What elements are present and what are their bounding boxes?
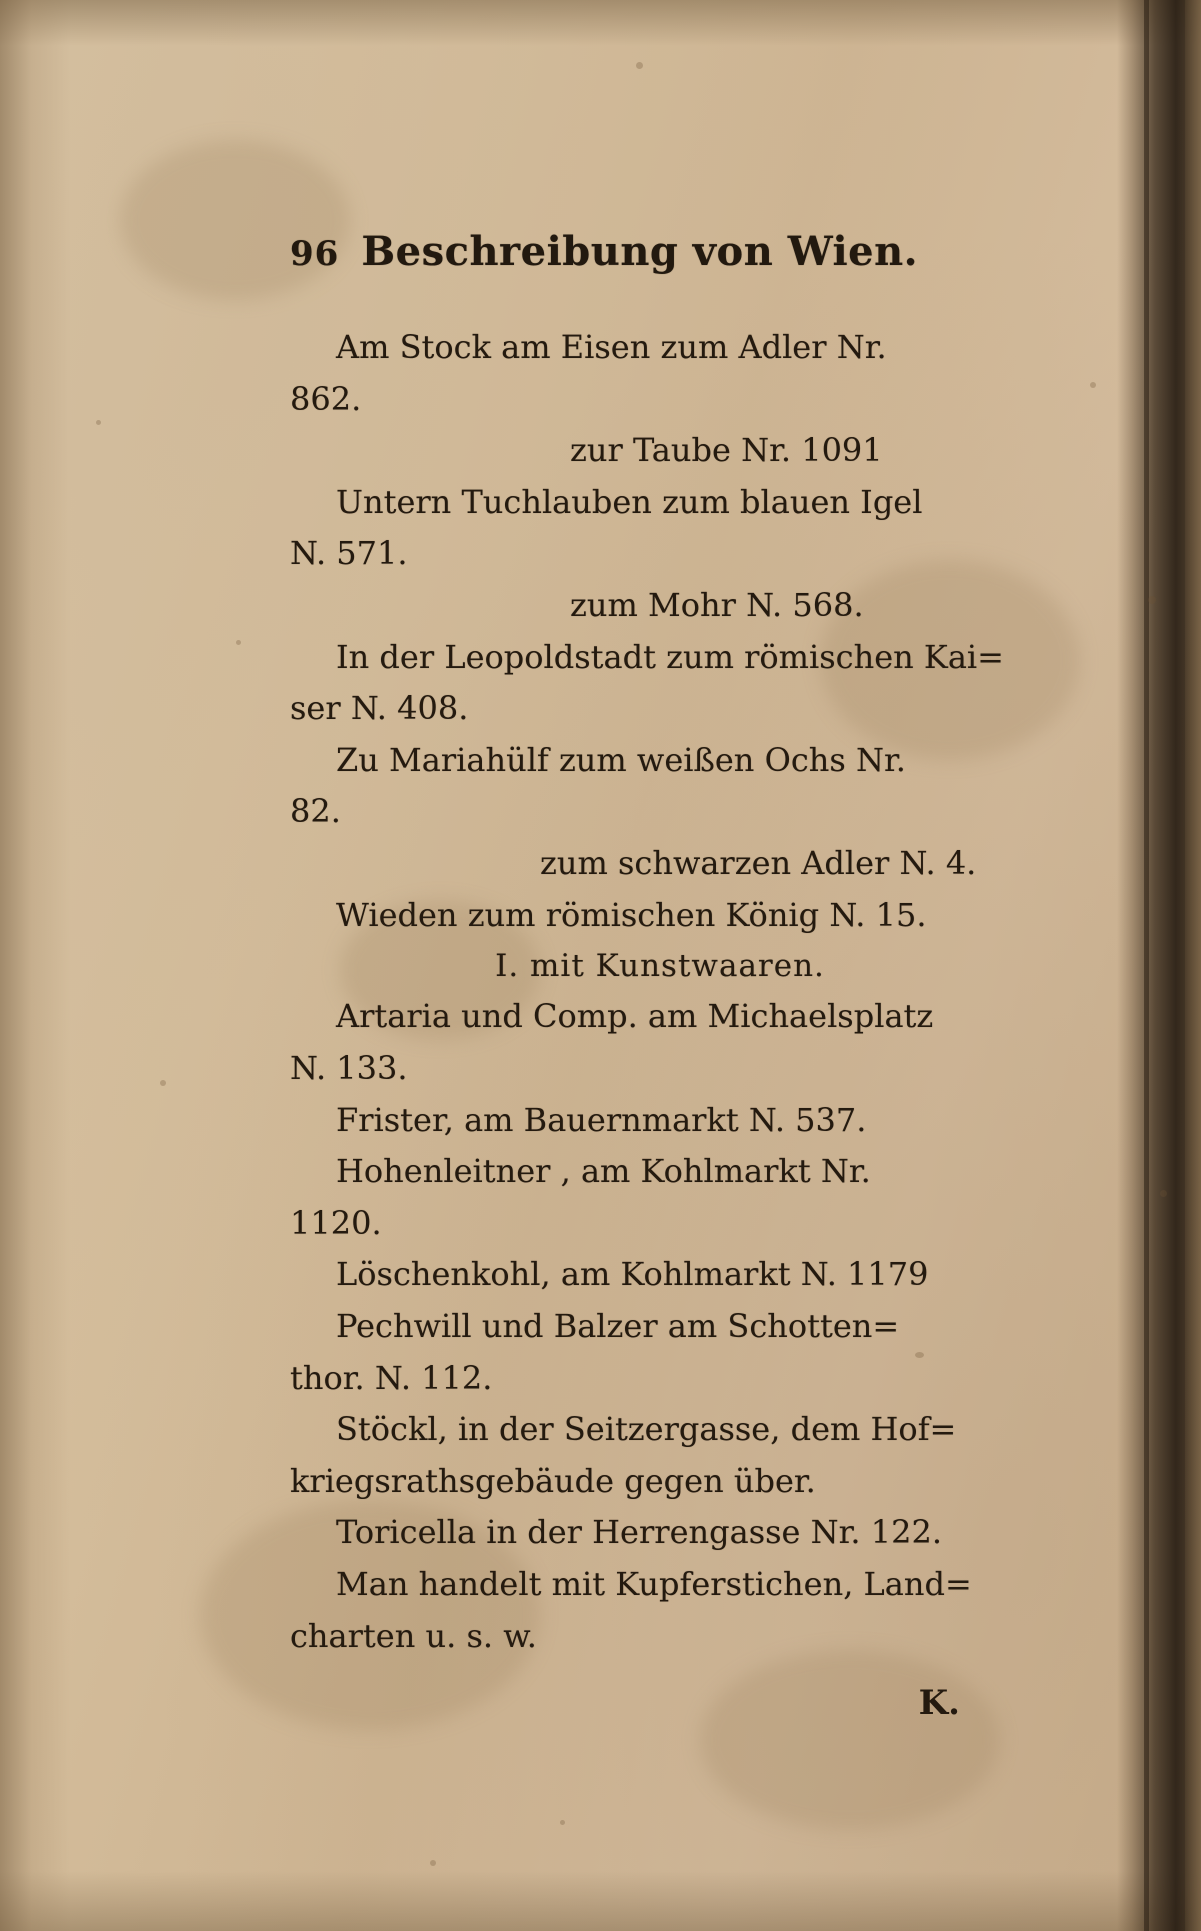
text-line: Wieden zum römischen König N. 15. — [336, 895, 927, 934]
text-line: kriegsrathsgebäude gegen über. — [290, 1461, 816, 1500]
text-line: Am Stock am Eisen zum Adler Nr. — [336, 328, 887, 366]
text-line: N. 571. — [290, 534, 408, 573]
text-line: Stöckl, in der Seitzergasse, dem Hof= — [336, 1410, 957, 1449]
page-top-shadow — [0, 0, 1201, 46]
paper-speckle — [430, 1860, 436, 1866]
paper-speckle — [1090, 382, 1096, 388]
section-subheading: I. mit Kunstwaaren. — [495, 948, 825, 985]
text-line: 862. — [290, 379, 362, 418]
text-line: Artaria und Comp. am Michaelsplatz — [336, 997, 934, 1036]
paper-speckle — [560, 1820, 565, 1825]
text-line: Man handelt mit Kupferstichen, Land= — [336, 1564, 972, 1603]
paper-speckle — [236, 640, 241, 645]
text-line: thor. N. 112. — [290, 1358, 493, 1397]
book-spine-highlight — [1185, 0, 1201, 1931]
text-line: Hohenleitner , am Kohlmarkt Nr. — [336, 1152, 871, 1191]
text-line: Zu Mariahülf zum weißen Ochs Nr. — [336, 740, 906, 779]
running-title: Beschreibung von Wien. — [361, 228, 919, 275]
text-line: 1120. — [290, 1203, 382, 1242]
text-line: N. 133. — [290, 1049, 408, 1088]
text-line: Toricella in der Herrengasse Nr. 122. — [336, 1513, 943, 1552]
book-binding-line — [1144, 0, 1149, 1931]
page-number: 96 — [290, 234, 340, 274]
page-bottom-shadow — [0, 1871, 1201, 1931]
text-line: ser N. 408. — [290, 689, 469, 728]
paper-speckle — [636, 62, 643, 69]
text-line: Frister, am Bauernmarkt N. 537. — [336, 1100, 867, 1139]
text-line: In der Leopoldstadt zum römischen Kai= — [336, 637, 1004, 676]
text-line: 82. — [290, 792, 341, 831]
text-line: Löschenkohl, am Kohlmarkt N. 1179 — [336, 1255, 929, 1294]
text-line: zur Taube Nr. 1091 — [570, 431, 883, 470]
text-line: Untern Tuchlauben zum blauen Igel — [336, 482, 923, 521]
text-line: zum schwarzen Adler N. 4. — [540, 843, 977, 882]
text-line: Pechwill und Balzer am Schotten= — [336, 1306, 900, 1345]
page-text-block — [290, 228, 1030, 1723]
page-left-shadow — [0, 0, 70, 1931]
paper-speckle — [96, 420, 101, 425]
page-header — [290, 228, 1030, 275]
text-line: charten u. s. w. — [290, 1616, 537, 1655]
paper-speckle — [160, 1080, 166, 1086]
signature-mark: K. — [918, 1683, 960, 1724]
text-line: zum Mohr N. 568. — [570, 585, 864, 624]
